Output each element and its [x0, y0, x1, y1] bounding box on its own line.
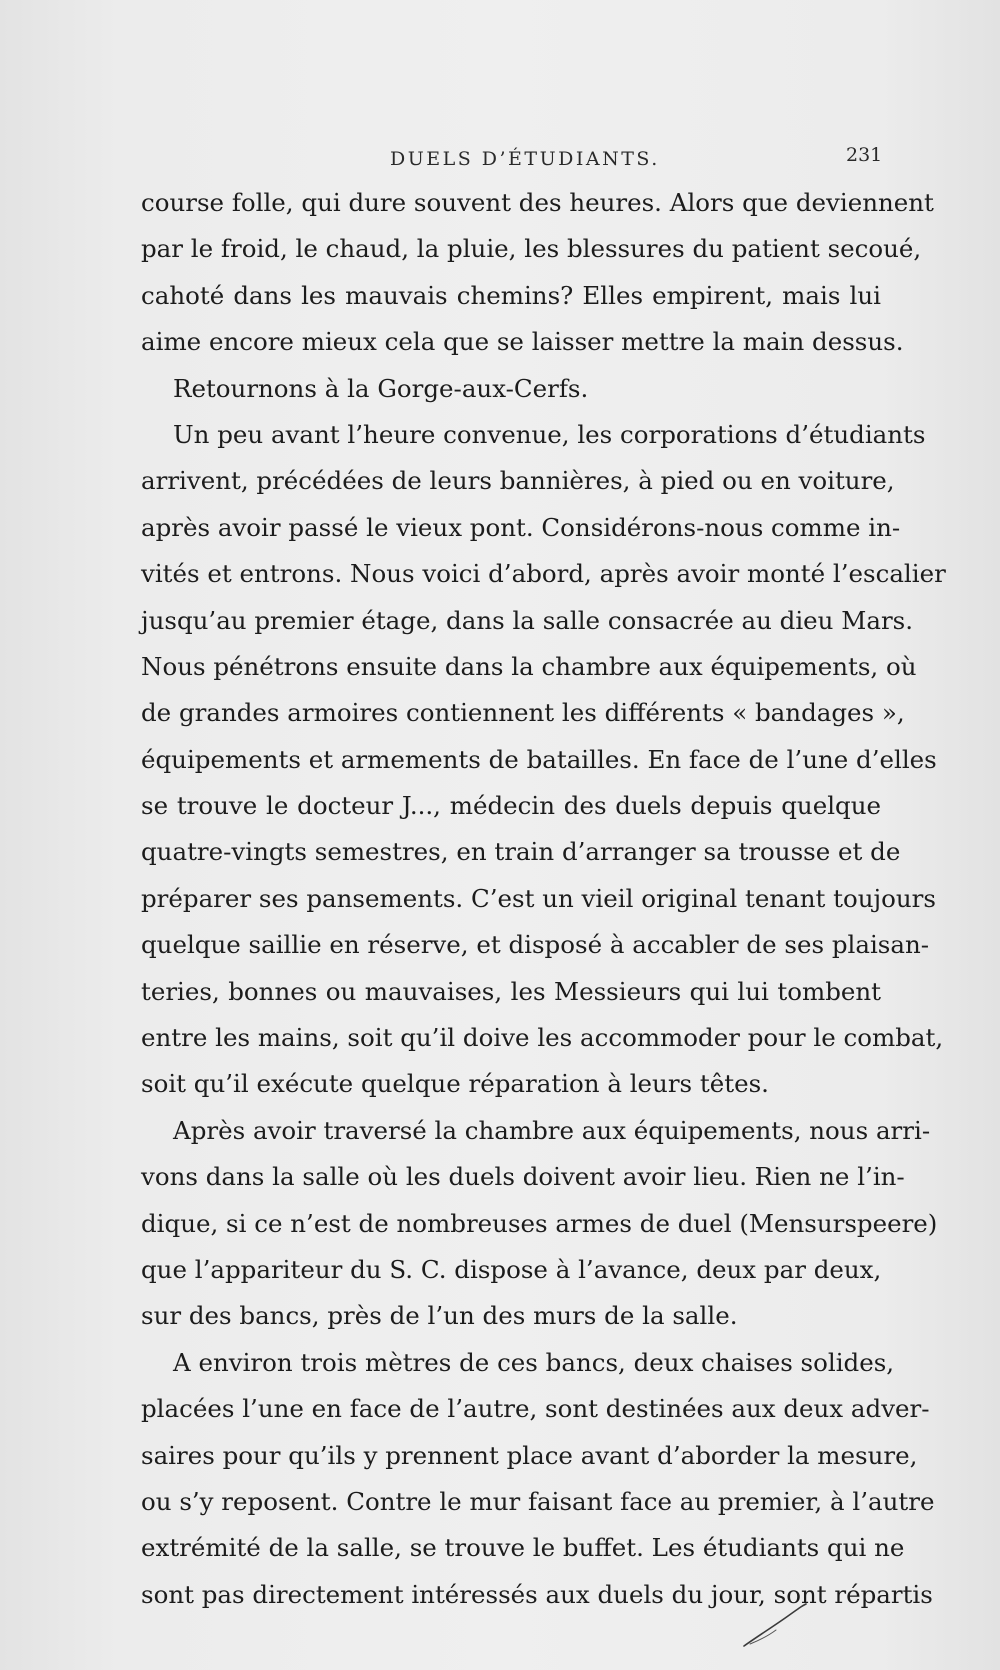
text-line: aime encore mieux cela que se laisser mettre la main dessus.: [141, 327, 904, 357]
text-line: vons dans la salle où les duels doivent avoir lieu. Rien ne l’in-: [141, 1162, 905, 1192]
text-line: quelque saillie en réserve, et disposé à accabler de ses plaisan-: [141, 930, 930, 960]
text-line: saires pour qu’ils y prennent place avant d’aborder la mesure,: [141, 1440, 918, 1470]
text-line: teries, bonnes ou mauvaises, les Messieurs qui lui tombent: [141, 976, 881, 1006]
text-line: sont pas directement intéressés aux duels du jour, sont répartis: [141, 1579, 933, 1609]
running-title: DUELS D’ÉTUDIANTS.: [390, 148, 660, 170]
text-line: Un peu avant l’heure convenue, les corporations d’étudiants: [173, 419, 926, 449]
text-line: arrivent, précédées de leurs bannières, à pied ou en voiture,: [141, 466, 895, 496]
text-line: jusqu’au premier étage, dans la salle consacrée au dieu Mars.: [141, 605, 914, 635]
text-line: par le froid, le chaud, la pluie, les blessures du patient secoué,: [141, 234, 922, 264]
text-line: sur des bancs, près de l’un des murs de la salle.: [141, 1301, 738, 1331]
text-line: course folle, qui dure souvent des heures. Alors que deviennent: [141, 188, 934, 217]
text-line: que l’appariteur du S. C. dispose à l’avance, deux par deux,: [141, 1254, 882, 1284]
body-text: [141, 180, 946, 1618]
text-line: Après avoir traversé la chambre aux équipements, nous arri-: [173, 1115, 931, 1145]
text-line: placées l’une en face de l’autre, sont destinées aux deux adver-: [141, 1394, 930, 1424]
text-line: cahoté dans les mauvais chemins? Elles empirent, mais lui: [141, 280, 881, 310]
text-line: préparer ses pansements. C’est un vieil original tenant toujours: [141, 883, 936, 913]
text-line: vités et entrons. Nous voici d’abord, après avoir monté l’escalier: [141, 559, 946, 589]
text-line: extrémité de la salle, se trouve le buffet. Les étudiants qui ne: [141, 1533, 905, 1563]
pen-stroke-mark: [740, 1600, 810, 1650]
text-line: entre les mains, soit qu’il doive les accommoder pour le combat,: [141, 1023, 944, 1053]
text-line: A environ trois mètres de ces bancs, deux chaises solides,: [173, 1347, 895, 1377]
text-line: Retournons à la Gorge-aux-Cerfs.: [173, 373, 589, 403]
text-line: dique, si ce n’est de nombreuses armes de duel (Mensurspeere): [141, 1208, 938, 1238]
text-line: soit qu’il exécute quelque réparation à leurs têtes.: [141, 1069, 769, 1099]
text-line: de grandes armoires contiennent les différents « bandages »,: [141, 698, 905, 728]
text-line: se trouve le docteur J..., médecin des duels depuis quelque: [141, 791, 881, 821]
text-line: après avoir passé le vieux pont. Considérons-nous comme in-: [141, 512, 901, 542]
text-line: ou s’y reposent. Contre le mur faisant face au premier, à l’autre: [141, 1486, 935, 1516]
text-line: quatre-vingts semestres, en train d’arranger sa trousse et de: [141, 837, 901, 867]
page-number: 231: [846, 144, 883, 166]
text-line: équipements et armements de batailles. En face de l’une d’elles: [141, 744, 937, 774]
text-line: Nous pénétrons ensuite dans la chambre aux équipements, où: [141, 651, 917, 681]
